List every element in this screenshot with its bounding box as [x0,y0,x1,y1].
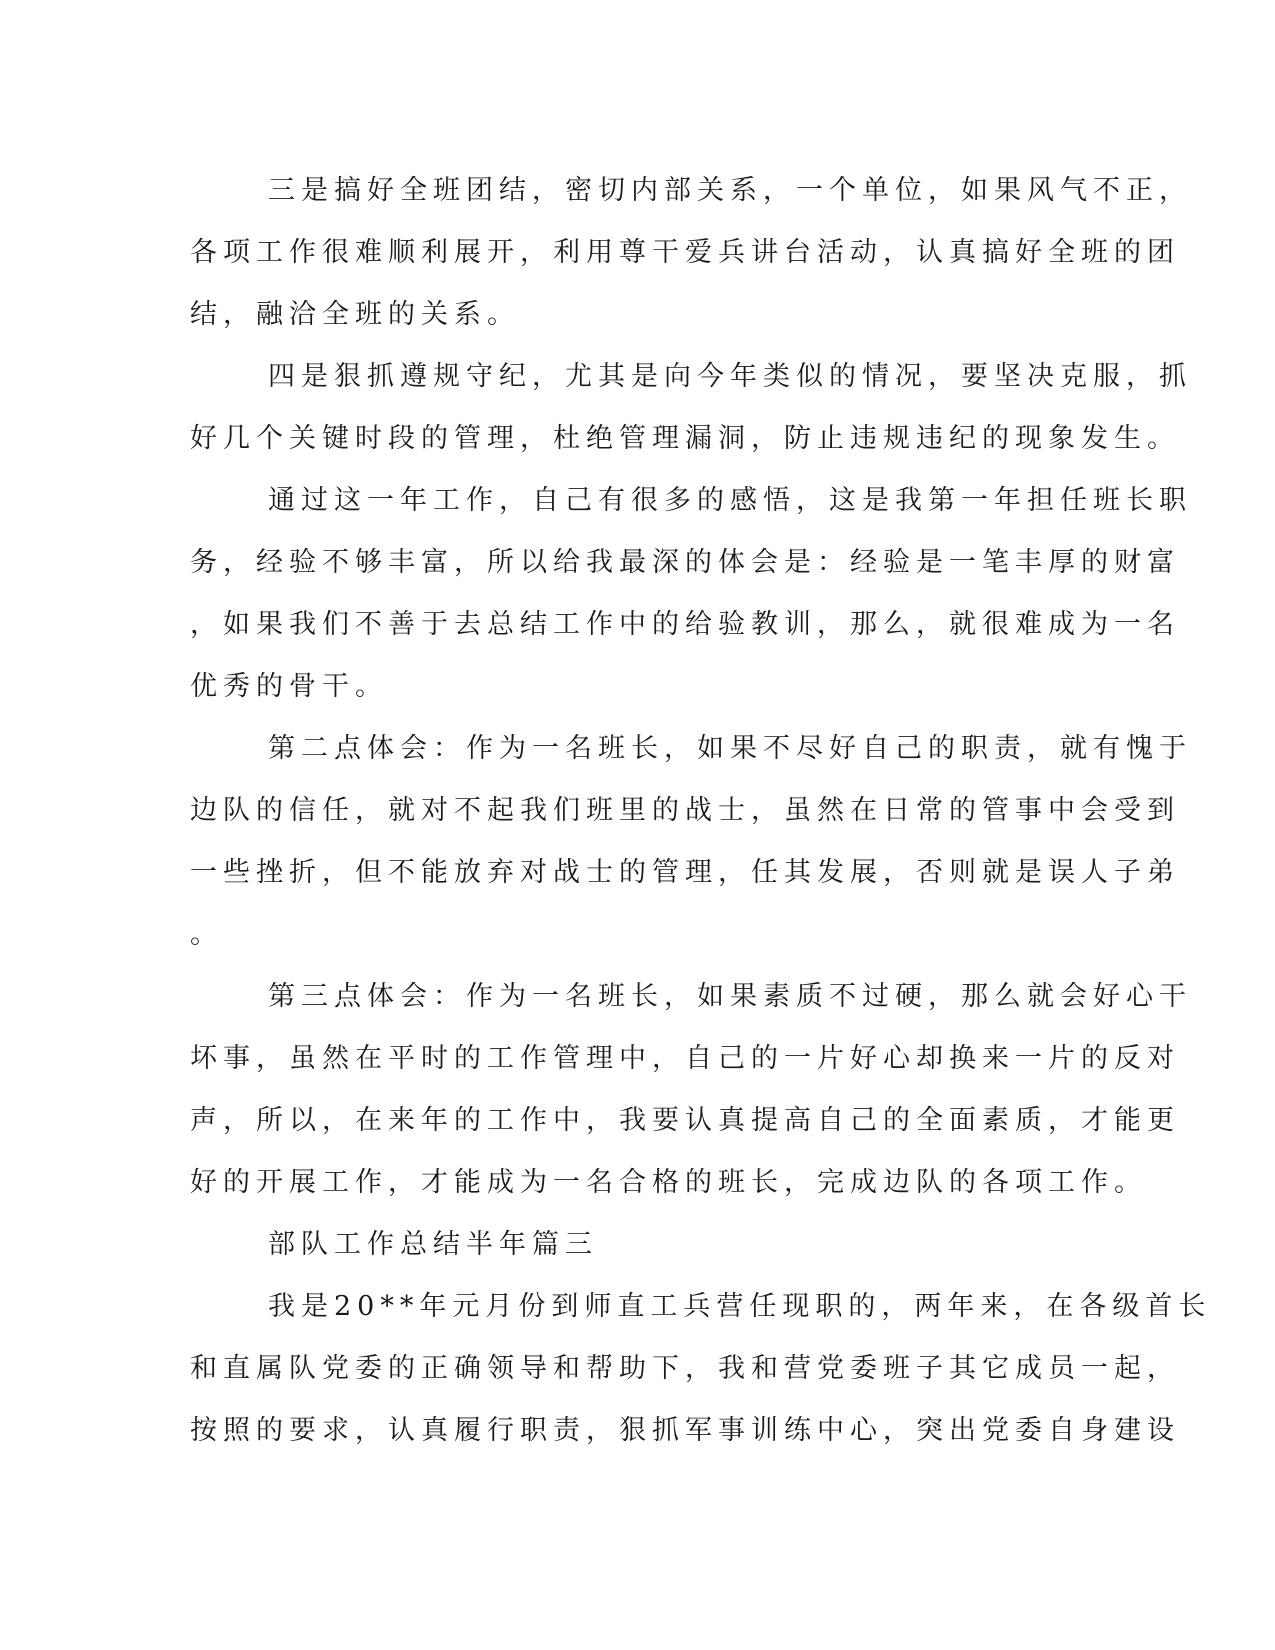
text-line: 第三点体会：作为一名班长，如果素质不过硬，那么就会好心干 [268,981,1192,1012]
text-line: 边队的信任，就对不起我们班里的战士，虽然在日常的管事中会受到 [190,795,1180,826]
text-line: 务，经验不够丰富，所以给我最深的体会是：经验是一笔丰厚的财富 [190,547,1180,578]
text-line: ，如果我们不善于去总结工作中的给验教训，那么，就很难成为一名 [190,609,1180,640]
text-line: 第二点体会：作为一名班长，如果不尽好自己的职责，就有愧于 [268,733,1192,764]
text-line: 结，融洽全班的关系。 [190,299,520,330]
text-line: 我是20**年元月份到师直工兵营任现职的，两年来，在各级首长 [268,1291,1212,1322]
text-line: 按照的要求，认真履行职责，狠抓军事训练中心，突出党委自身建设 [190,1415,1180,1446]
text-line: 好的开展工作，才能成为一名合格的班长，完成边队的各项工作。 [190,1167,1147,1198]
text-line: 各项工作很难顺利展开，利用尊干爱兵讲台活动，认真搞好全班的团 [190,237,1180,268]
document-body [190,160,1212,1462]
text-line: 。 [190,919,223,950]
text-line: 三是搞好全班团结，密切内部关系，一个单位，如果风气不正， [268,175,1192,206]
text-line: 部队工作总结半年篇三 [268,1229,598,1260]
text-line: 声，所以，在来年的工作中，我要认真提高自己的全面素质，才能更 [190,1105,1180,1136]
text-line: 优秀的骨干。 [190,671,388,702]
text-line: 好几个关键时段的管理，杜绝管理漏洞，防止违规违纪的现象发生。 [190,423,1180,454]
text-line: 坏事，虽然在平时的工作管理中，自己的一片好心却换来一片的反对 [190,1043,1180,1074]
text-line: 和直属队党委的正确领导和帮助下，我和营党委班子其它成员一起， [190,1353,1180,1384]
text-line: 四是狠抓遵规守纪，尤其是向今年类似的情况，要坚决克服，抓 [268,361,1192,392]
text-line: 通过这一年工作，自己有很多的感悟，这是我第一年担任班长职 [268,485,1192,516]
text-line: 一些挫折，但不能放弃对战士的管理，任其发展，否则就是误人子弟 [190,857,1180,888]
